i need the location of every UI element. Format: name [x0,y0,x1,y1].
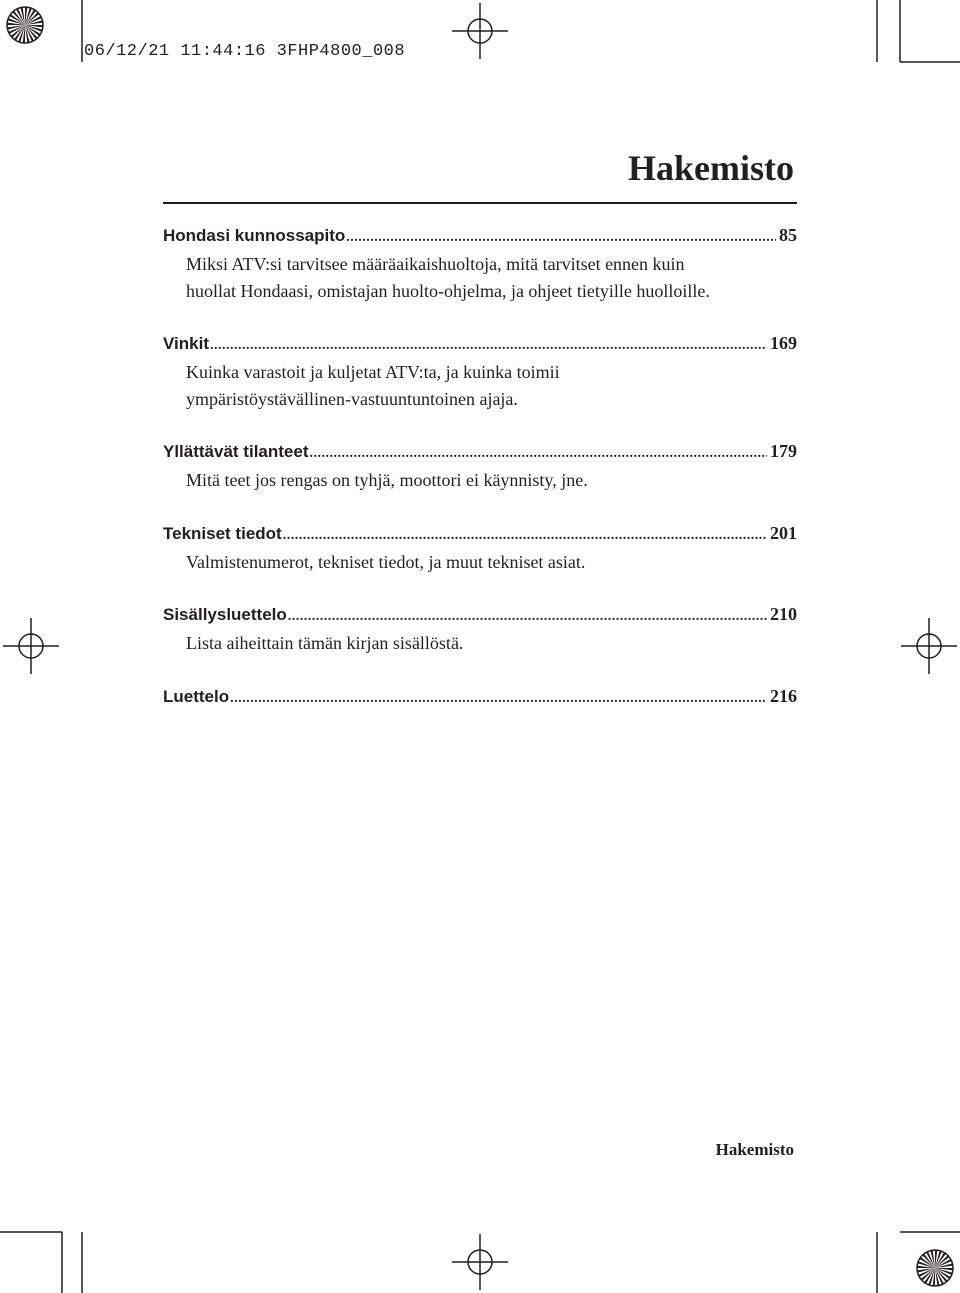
dot-leader [210,333,767,359]
dot-leader [346,225,776,251]
toc-entry-yllattavat-tilanteet[interactable] [163,438,797,494]
crosshair-icon [452,3,508,59]
toc-entry-title[interactable]: Yllättävät tilanteet [163,442,309,461]
print-timestamp: 06/12/21 11:44:16 3FHP4800_008 [84,42,406,61]
dot-leader [230,686,767,712]
page-title: Hakemisto [628,148,794,188]
toc-list [163,222,797,738]
dot-leader [283,523,767,549]
crosshair-icon [901,618,957,674]
toc-entry-description: Miksi ATV:si tarvitsee määräaikaishuoltoja, mitä tarvitset ennen kuin huollat Hondaasi, omistajan huolto-ohjelma, ja ohjeet tietyille huolloille. [186,254,710,301]
toc-entry-description: Valmistenumerot, tekniset tiedot, ja muut tekniset asiat. [186,551,586,572]
toc-entry-sisallysluettelo[interactable] [163,601,797,657]
running-footer: Hakemisto [715,1140,794,1159]
toc-entry-tekniset-tiedot[interactable] [163,520,797,576]
toc-entry-vinkit[interactable] [163,330,797,412]
toc-entry-hondasi-kunnossapito[interactable] [163,222,797,304]
toc-entry-title[interactable]: Sisällysluettelo [163,605,287,624]
toc-entry-page[interactable]: 169 [770,333,797,353]
toc-entry-page[interactable]: 201 [770,522,797,543]
toc-entry-page[interactable]: 216 [770,685,797,706]
toc-entry-description: Kuinka varastoit ja kuljetat ATV:ta, ja kuinka toimii ympäristöystävällinen-vastuuntuntoinen ajaja. [186,362,560,409]
crosshair-icon [452,1234,508,1290]
registration-target-icon [917,1250,953,1286]
crosshair-icon [3,618,59,674]
toc-entry-title[interactable]: Luettelo [163,686,230,706]
toc-entry-page[interactable]: 210 [770,604,797,624]
registration-target-icon [7,7,43,43]
toc-entry-luettelo[interactable] [163,683,797,712]
toc-entry-page[interactable]: 179 [770,441,797,461]
dot-leader [310,441,768,467]
dot-leader [288,604,767,630]
title-rule [163,202,797,204]
toc-entry-description: Lista aiheittain tämän kirjan sisällöstä. [186,633,464,653]
toc-entry-title[interactable]: Tekniset tiedot [163,523,282,543]
toc-entry-page[interactable]: 85 [779,225,797,245]
toc-entry-title[interactable]: Hondasi kunnossapito [163,226,346,245]
toc-entry-description: Mitä teet jos rengas on tyhjä, moottori ei käynnisty, jne. [186,470,588,490]
toc-entry-title[interactable]: Vinkit [163,334,209,353]
